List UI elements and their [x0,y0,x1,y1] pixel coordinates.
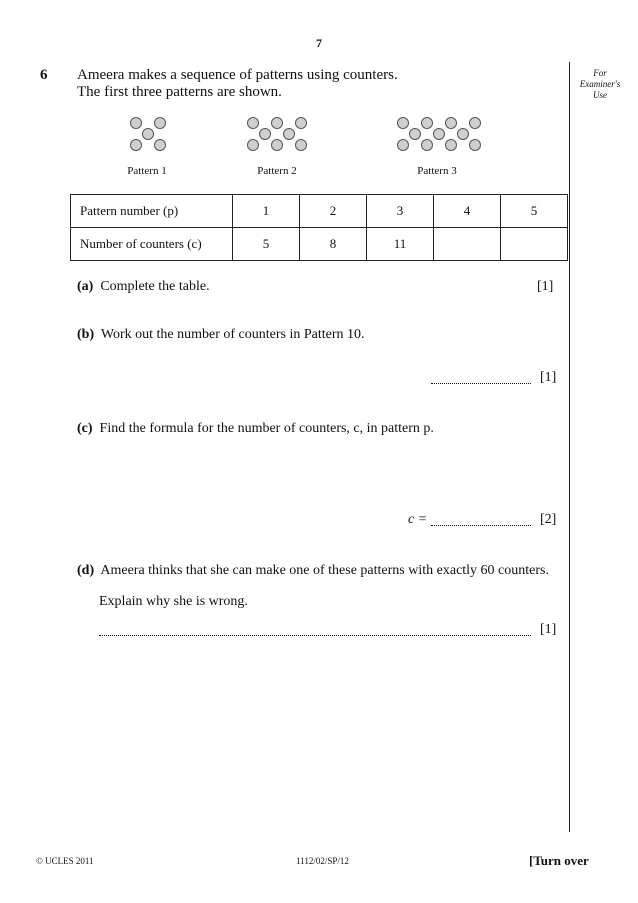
counter [457,128,469,140]
part-d-text: Ameera thinks that she can make one of these patterns with exactly 60 counters. [100,563,549,578]
part-b-text: Work out the number of counters in Pattern 10. [100,327,365,342]
counter [154,117,166,129]
counter [469,139,481,151]
table-row-counters [71,228,568,261]
part-c [77,421,434,437]
counter [295,117,307,129]
table-cell: 2 [300,195,367,228]
part-c-marks: [2] [540,512,557,527]
table-cell: 4 [434,195,501,228]
part-d-marks: [1] [540,622,557,637]
counter [469,117,481,129]
answer-cell[interactable] [501,228,568,261]
part-d [77,563,549,579]
part-c-answer-line[interactable] [431,525,531,526]
part-a-text: Complete the table. [100,279,210,294]
pattern-2-label: Pattern 2 [257,165,297,177]
counter [271,139,283,151]
counter [295,139,307,151]
counter [421,139,433,151]
turn-over: [Turn over [529,853,589,868]
examiner-margin-rule [569,62,570,832]
page-number: 7 [316,36,322,50]
table-cell: 5 [501,195,568,228]
examiner-use-label: For Examiner's Use [579,68,621,100]
part-b [77,327,365,343]
part-b-answer-line[interactable] [431,383,531,384]
answer-cell[interactable] [434,228,501,261]
part-b-marks: [1] [540,370,557,385]
row-header-pattern-number: Pattern number (p) [71,195,233,228]
counter [397,139,409,151]
counter [259,128,271,140]
part-a [77,279,210,295]
row-header-counters: Number of counters (c) [71,228,233,261]
counter [409,128,421,140]
pattern-table [70,194,568,261]
counter [247,117,259,129]
counter [283,128,295,140]
question-number: 6 [40,67,48,83]
counter [445,139,457,151]
counter [142,128,154,140]
pattern-3-label: Pattern 3 [417,165,457,177]
part-d-answer-line[interactable] [99,635,531,636]
table-cell: 11 [367,228,434,261]
counter [397,117,409,129]
copyright: © UCLES 2011 [36,856,94,866]
counter [154,139,166,151]
table-cell: 1 [233,195,300,228]
counter [247,139,259,151]
part-c-label: (c) [77,421,93,436]
table-cell: 5 [233,228,300,261]
counter [130,139,142,151]
intro-line-2: The first three patterns are shown. [77,84,282,100]
part-c-answer-prefix: c = [408,512,428,527]
counter [130,117,142,129]
question-intro [77,67,398,101]
table-cell: 8 [300,228,367,261]
part-a-label: (a) [77,279,94,294]
part-a-marks: [1] [537,279,554,294]
part-b-label: (b) [77,327,95,342]
counter [433,128,445,140]
intro-line-1: Ameera makes a sequence of patterns using counters. [77,67,398,83]
part-c-text: Find the formula for the number of counters, c, in pattern p. [99,421,434,436]
counter [271,117,283,129]
pattern-1-label: Pattern 1 [127,165,167,177]
table-cell: 3 [367,195,434,228]
paper-code: 1112/02/SP/12 [296,856,349,866]
part-d-subtext: Explain why she is wrong. [99,594,248,609]
counter [421,117,433,129]
counter [445,117,457,129]
part-d-label: (d) [77,563,95,578]
table-row-pattern-number [71,195,568,228]
